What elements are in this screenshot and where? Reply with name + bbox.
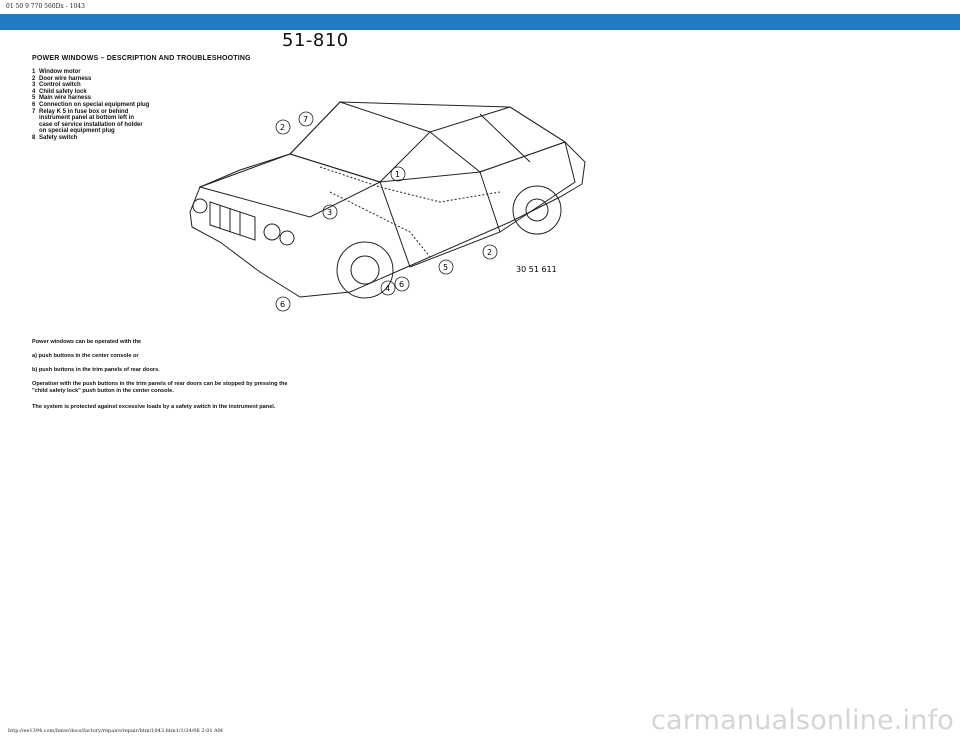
side-windows — [430, 107, 565, 172]
legend-number: 5 — [32, 95, 36, 102]
legend-number: 6 — [32, 101, 36, 108]
legend-item — [32, 102, 192, 109]
legend-number: 1 — [32, 69, 36, 75]
headlight — [193, 199, 207, 213]
callout-label: 6 — [399, 280, 405, 289]
body-intro: Power windows can be operated with the — [32, 339, 142, 345]
legend-number: 4 — [32, 88, 36, 95]
legend-text: Connection on special equipment plug — [39, 101, 150, 108]
callout-label: 5 — [443, 263, 449, 272]
rear-door — [480, 142, 575, 232]
figure-id: 30 51 611 — [516, 265, 557, 274]
legend-item — [32, 135, 192, 142]
legend-number: 2 — [32, 75, 36, 82]
watermark: carmanualsonline.info — [651, 705, 954, 736]
legend-number: 8 — [32, 134, 36, 141]
legend-item — [32, 82, 192, 89]
parts-legend — [32, 69, 192, 142]
callout-label: 6 — [280, 300, 286, 309]
legend-number: 7 — [32, 108, 36, 115]
body-item-a: a) push buttons in the center console or — [32, 353, 139, 359]
legend-text: Child safety lock — [39, 88, 87, 95]
legend-text: Door wire harness — [39, 75, 92, 82]
callout-label: 2 — [280, 123, 286, 132]
legend-item — [32, 95, 192, 102]
legend-number: 3 — [32, 82, 36, 89]
callout-label: 2 — [487, 248, 493, 257]
body-paragraph: Operation with the push buttons in the trim panels of rear doors can be stopped by pressing the "child safety lock" push button in the center console. — [32, 381, 288, 394]
page-number: 51-810 — [282, 30, 349, 51]
footer-url: http://ee1394.com/bmw/docs/factory/repairs/repair/htm/1043.htm1/1/24/06 2:01 AM — [8, 728, 223, 734]
legend-text: Safety switch — [39, 134, 78, 141]
legend-item — [32, 69, 192, 76]
headlight — [264, 224, 280, 240]
legend-item — [32, 89, 192, 96]
door-pillar — [480, 114, 530, 162]
callout-label: 4 — [385, 284, 391, 293]
headlight — [280, 231, 294, 245]
body-paragraph: The system is protected against excessive loads by a safety switch in the instrument panel. — [32, 404, 276, 410]
header-bar — [0, 14, 960, 30]
legend-text: Window motor — [39, 69, 81, 75]
legend-text: Main wire harness — [39, 95, 92, 102]
legend-item — [32, 76, 192, 83]
legend-text: Relay K 5 in fuse box or behind instrument panel at bottom left in case of service installation of holder on special equipment plug — [39, 108, 143, 135]
callout-label: 3 — [327, 208, 333, 217]
legend-text: Control switch — [39, 82, 81, 89]
callout-label: 7 — [303, 115, 309, 124]
legend-item — [32, 109, 192, 135]
page-title: POWER WINDOWS – DESCRIPTION AND TROUBLESHOOTING — [32, 55, 251, 62]
body-item-b: b) push buttons in the trim panels of rear doors. — [32, 367, 160, 373]
grille — [210, 202, 255, 240]
document-reference: 01 50 9 770 560Dx - 1043 — [6, 3, 85, 10]
car-wiring-diagram — [180, 92, 590, 322]
callout-label: 1 — [395, 170, 401, 179]
rear-wheel — [513, 186, 561, 234]
